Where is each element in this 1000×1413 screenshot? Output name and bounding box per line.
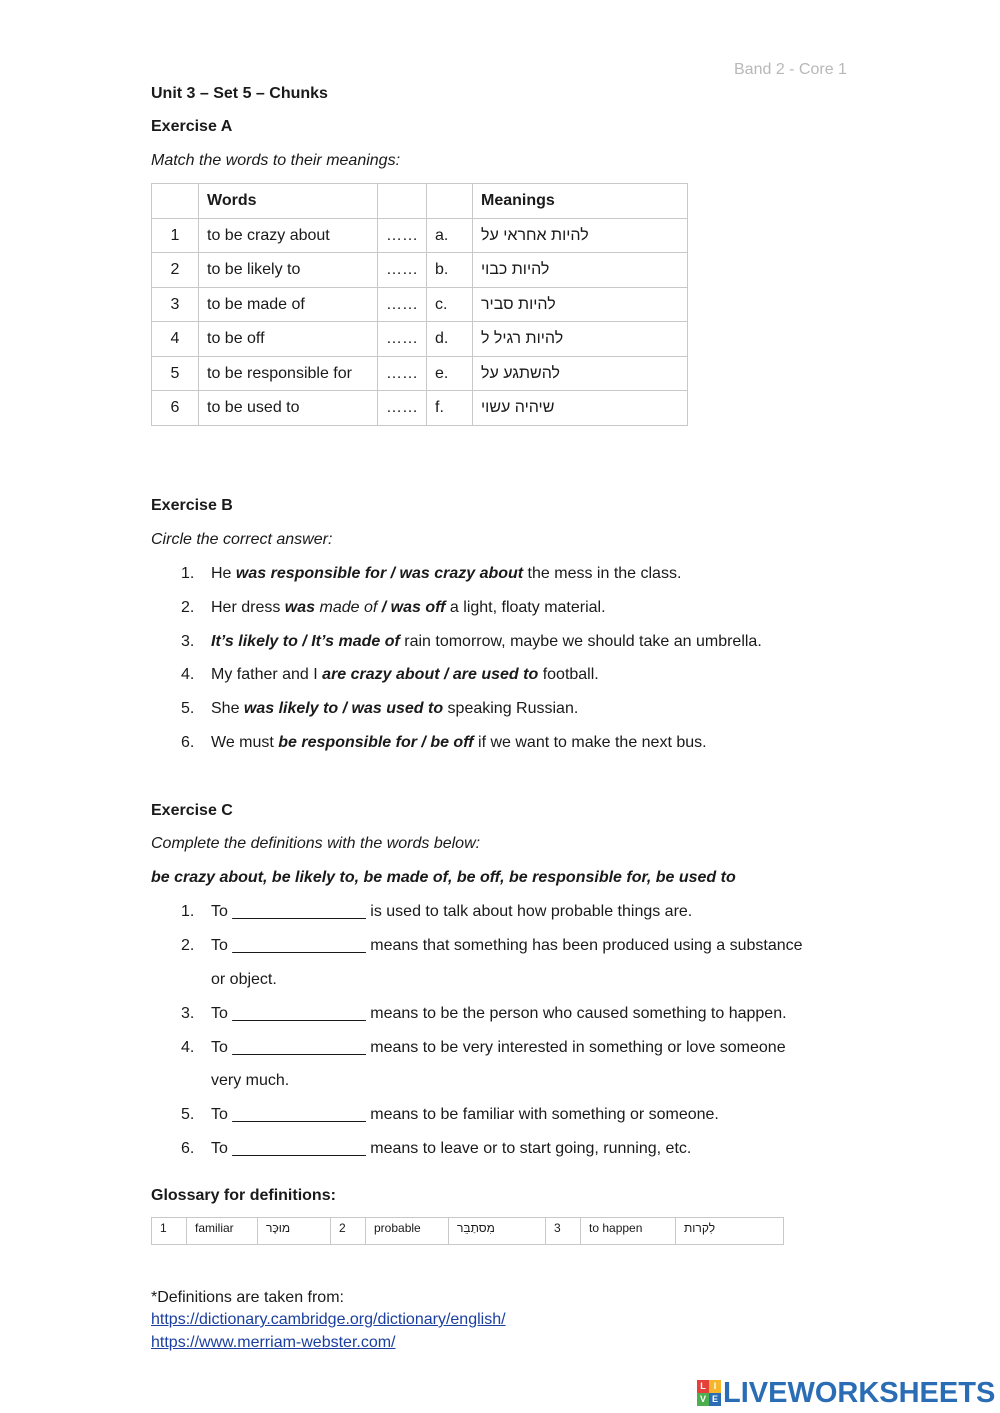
- meaning-letter: e.: [435, 364, 449, 382]
- meaning-letter: a.: [435, 226, 449, 244]
- glossary-translation: מוּכָּר: [266, 1221, 291, 1235]
- glossary-translation: מִסתַבֵּר: [457, 1221, 495, 1235]
- definition-text[interactable]: To _______________ means to leave or to start going, running, etc.: [211, 1140, 692, 1157]
- sentence-text: a light, floaty material.: [445, 599, 606, 616]
- answer-choices[interactable]: be responsible for / be off: [278, 734, 474, 751]
- item-number: 1.: [181, 565, 195, 582]
- exercise-c-heading: Exercise C: [151, 802, 233, 819]
- table-row: [152, 218, 688, 253]
- matching-table: [151, 183, 688, 426]
- exercise-b-instruction: Circle the correct answer:: [151, 531, 333, 548]
- glossary-heading: Glossary for definitions:: [151, 1187, 336, 1204]
- exercise-b-heading: Exercise B: [151, 497, 233, 514]
- exercise-c-instruction: Complete the definitions with the words below:: [151, 835, 481, 852]
- answer-blank[interactable]: ……: [386, 364, 418, 382]
- cambridge-link[interactable]: https://dictionary.cambridge.org/dictionary/english/: [151, 1311, 506, 1328]
- sentence-text: My father and I: [211, 666, 323, 683]
- row-number: 5: [170, 364, 180, 382]
- glossary-number: 3: [554, 1221, 561, 1235]
- meaning-cell: להשתגע על: [481, 364, 561, 382]
- logo-text: LIVEWORKSHEETS: [723, 1376, 996, 1409]
- table-row: [152, 322, 688, 357]
- meaning-letter: c.: [435, 295, 448, 313]
- item-number: 5.: [181, 700, 195, 717]
- meaning-letter: f.: [435, 399, 444, 416]
- answer-choices[interactable]: was responsible for / was crazy about: [235, 565, 524, 582]
- liveworksheets-logo: [697, 1376, 995, 1410]
- item-number: 6.: [181, 1140, 195, 1157]
- sentence-text: if we want to make the next bus.: [473, 734, 707, 751]
- item-number: 5.: [181, 1106, 195, 1123]
- words-column-header: Words: [207, 192, 257, 209]
- item-number: 4.: [181, 1039, 195, 1056]
- logo-mark-icon: L I V E: [697, 1380, 721, 1406]
- meaning-letter: b.: [435, 261, 449, 278]
- exercise-a-heading: Exercise A: [151, 118, 233, 135]
- answer-choice-a[interactable]: was: [284, 599, 316, 616]
- definition-text[interactable]: To _______________ means that something has been produced using a substance: [211, 937, 803, 954]
- sentence-text: Her dress: [211, 599, 285, 616]
- word-cell: to be responsible for: [207, 364, 352, 382]
- sentence-text: rain tomorrow, maybe we should take an umbrella.: [399, 633, 762, 650]
- glossary-translation: לִקרות: [684, 1221, 716, 1235]
- item-number: 6.: [181, 734, 195, 751]
- sentence-text: We must: [211, 734, 279, 751]
- glossary-number: 2: [339, 1221, 346, 1235]
- definition-text[interactable]: To _______________ means to be familiar with something or someone.: [211, 1106, 719, 1123]
- answer-blank[interactable]: ……: [386, 261, 418, 278]
- table-row: [152, 356, 688, 391]
- merriam-webster-link[interactable]: https://www.merriam-webster.com/: [151, 1334, 396, 1351]
- meaning-cell: שיהיה עשוי: [481, 399, 555, 416]
- item-number: 2.: [181, 599, 195, 616]
- answer-blank[interactable]: ……: [386, 226, 418, 244]
- word-cell: to be made of: [207, 295, 305, 313]
- word-bank: be crazy about, be likely to, be made of, be off, be responsible for, be used to: [151, 869, 736, 886]
- sources-note: *Definitions are taken from:: [151, 1289, 344, 1306]
- sentence-text: He: [211, 565, 236, 582]
- definition-text-continued: or object.: [211, 971, 277, 988]
- answer-choices[interactable]: was likely to / was used to: [243, 700, 444, 717]
- word-cell: to be used to: [207, 399, 300, 416]
- item-number: 3.: [181, 633, 195, 650]
- word-cell: to be off: [207, 330, 265, 347]
- glossary-word: probable: [374, 1221, 421, 1235]
- table-row: [152, 287, 688, 322]
- answer-choice-a-rest[interactable]: made of: [315, 599, 382, 616]
- glossary-number: 1: [160, 1221, 167, 1235]
- answer-choices[interactable]: are crazy about / are used to: [322, 666, 539, 683]
- answer-blank[interactable]: ……: [386, 295, 418, 313]
- band-label: Band 2 - Core 1: [734, 61, 847, 78]
- definition-text[interactable]: To _______________ means to be the person who caused something to happen.: [211, 1005, 787, 1022]
- word-cell: to be crazy about: [207, 226, 330, 244]
- answer-blank[interactable]: ……: [386, 330, 418, 347]
- row-number: 6: [170, 399, 180, 416]
- word-cell: to be likely to: [207, 261, 301, 278]
- definition-text[interactable]: To _______________ is used to talk about how probable things are.: [211, 903, 693, 920]
- item-number: 2.: [181, 937, 195, 954]
- page-title: Unit 3 – Set 5 – Chunks: [151, 85, 328, 102]
- meaning-cell: להיות רגיל ל: [481, 330, 564, 347]
- sentence-text: football.: [538, 666, 599, 683]
- table-header-row: [152, 184, 688, 219]
- sentence-text: She: [211, 700, 244, 717]
- definition-text-continued: very much.: [211, 1072, 290, 1089]
- meaning-cell: להיות אחראי על: [481, 226, 589, 244]
- row-number: 1: [170, 226, 180, 244]
- glossary-table: [151, 1217, 784, 1245]
- glossary-word: to happen: [589, 1221, 643, 1235]
- meaning-cell: להיות כבוי: [481, 261, 550, 278]
- definition-text[interactable]: To _______________ means to be very interested in something or love someone: [211, 1039, 786, 1056]
- sentence-text: the mess in the class.: [523, 565, 682, 582]
- answer-choices[interactable]: It’s likely to / It’s made of: [211, 633, 400, 650]
- meaning-cell: להיות סביר: [481, 295, 556, 313]
- item-number: 4.: [181, 666, 195, 683]
- sentence-text: speaking Russian.: [443, 700, 579, 717]
- meanings-column-header: Meanings: [481, 192, 555, 209]
- table-row: [152, 1218, 784, 1245]
- answer-choice-b[interactable]: / was off: [381, 599, 446, 616]
- row-number: 4: [170, 330, 180, 347]
- glossary-word: familiar: [195, 1221, 234, 1235]
- table-row: [152, 391, 688, 426]
- answer-blank[interactable]: ……: [386, 399, 418, 416]
- table-row: [152, 253, 688, 288]
- item-number: 1.: [181, 903, 195, 920]
- row-number: 3: [170, 295, 180, 313]
- item-number: 3.: [181, 1005, 195, 1022]
- meaning-letter: d.: [435, 330, 449, 347]
- exercise-a-instruction: Match the words to their meanings:: [151, 152, 401, 169]
- row-number: 2: [170, 261, 180, 278]
